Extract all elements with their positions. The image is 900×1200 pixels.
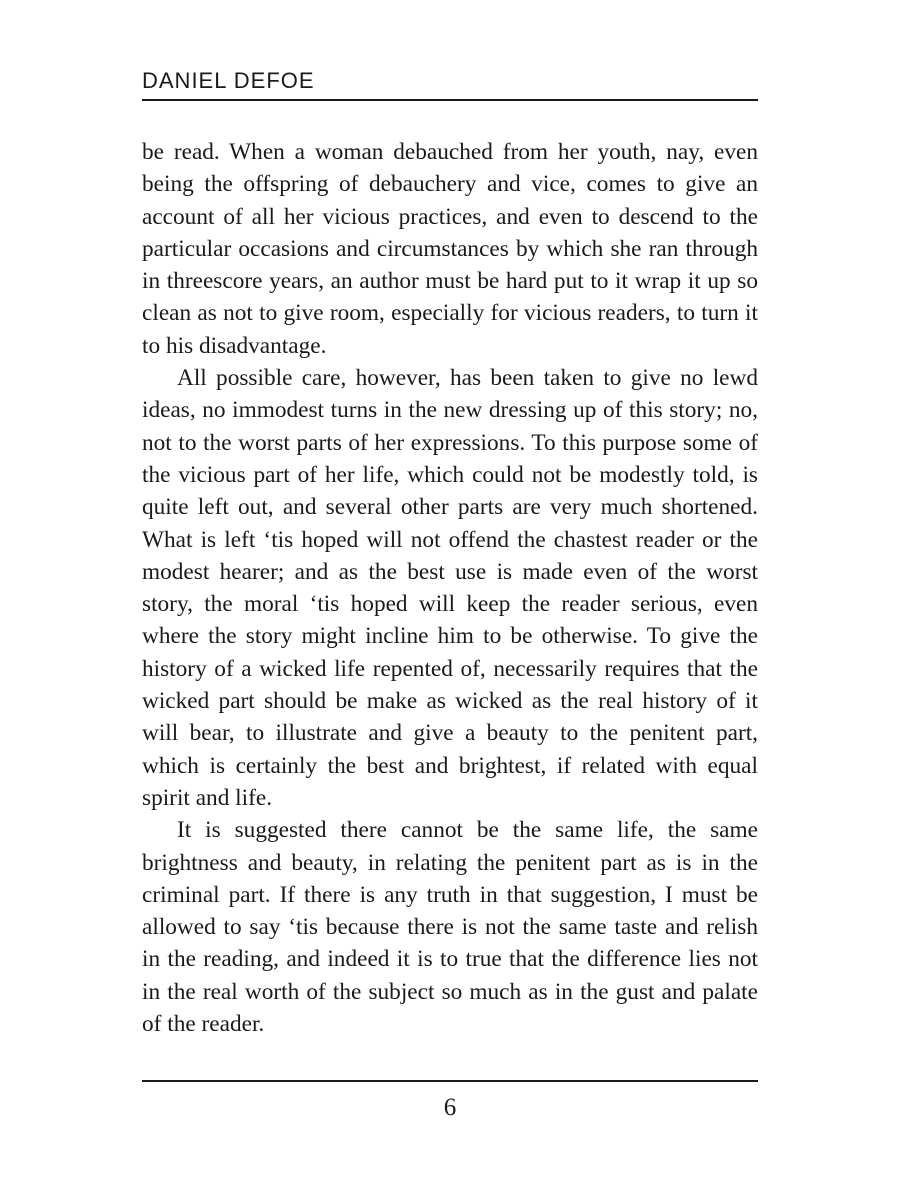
body-text [142,136,758,1040]
page-number: 6 [443,1094,457,1121]
paragraph-3: It is suggested there cannot be the same life, the same brightness and beauty, in relating the penitent part as is in the criminal part. If there is any truth in that suggestion, I must be allowed to say ‘tis because there is not the same taste and relish in the reading, and indeed it is to true that the difference lies not in the real worth of the subject so much as in the gust and palate of the reader. [142,817,758,1038]
header-rule [142,99,758,101]
footer-rule [142,1080,758,1082]
running-head-author: DANIEL DEFOE [142,68,315,93]
book-page [142,0,758,1200]
paragraph-1: be read. When a woman debauched from her youth, nay, even being the offspring of debauchery and vice, comes to give an account of all her vicious practices, and even to descend to the particular occasions and circumstances by which she ran through in threescore years, an author must be hard put to it wrap it up so clean as not to give room, especially for vicious readers, to turn it to his disadvantage. [142,139,758,359]
paragraph-2: All possible care, however, has been taken to give no lewd ideas, no immodest turns in the new dressing up of this story; no, not to the worst parts of her expressions. To this purpose some of the vicious part of her life, which could not be modestly told, is quite left out, and several other parts are very much shortened. What is left ‘tis hoped will not offend the chastest reader or the modest hearer; and as the best use is made even of the worst story, the moral ‘tis hoped will keep the reader serious, even where the story might incline him to be otherwise. To give the history of a wicked life repented of, necessarily requires that the wicked part should be make as wicked as the real history of it will bear, to illustrate and give a beauty to the penitent part, which is certainly the best and brightest, if related with equal spirit and life. [142,365,758,811]
